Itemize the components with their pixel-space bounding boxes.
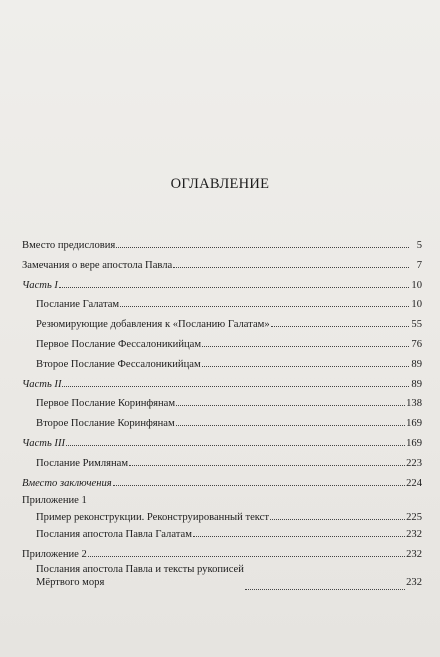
toc-entry-label: Приложение 2 (22, 548, 87, 560)
dot-leader (88, 546, 405, 557)
toc-entry-label: Вместо предисловия (22, 240, 116, 251)
dot-leader (193, 526, 405, 537)
toc-entry-page: 10 (411, 279, 422, 291)
toc-entry-label: Послание Римлянам (36, 457, 129, 469)
dot-leader (202, 356, 409, 367)
toc-entry-label: Приложение 1 (22, 495, 87, 507)
toc-entry-page: 10 (411, 299, 422, 311)
toc-entry[interactable] (22, 237, 422, 253)
toc-entry-label (36, 563, 244, 591)
toc-entry-label: Послания апостола Павла Галатам (36, 528, 192, 540)
toc-entry[interactable] (22, 546, 422, 562)
toc-entry-page: 89 (411, 358, 422, 370)
dot-leader (176, 395, 405, 406)
toc-entry[interactable] (22, 376, 422, 392)
toc-entry-label: Послание Галатам (36, 299, 120, 311)
toc-entry[interactable] (22, 415, 422, 431)
toc-entry-page: 169 (406, 418, 422, 430)
dot-leader (116, 237, 409, 248)
toc-entry[interactable] (22, 475, 422, 491)
toc-entry[interactable] (22, 296, 422, 312)
table-of-contents (22, 237, 422, 594)
toc-entry-page: 225 (406, 512, 422, 524)
dot-leader (120, 296, 409, 307)
dot-leader (173, 257, 409, 268)
toc-entry-label: Второе Послание Фессалоникийцам (36, 358, 201, 370)
toc-entry-label: Часть II (22, 378, 62, 390)
dot-leader (270, 509, 405, 520)
toc-entry[interactable] (22, 257, 422, 273)
toc-entry-label: Пример реконструкции. Реконструированный текст (36, 512, 269, 524)
toc-entry-label-line2: Мёртвого моря (36, 577, 105, 589)
toc-entry[interactable] (22, 395, 422, 411)
toc-entry-page: 5 (416, 240, 422, 251)
toc-entry[interactable] (22, 336, 422, 352)
toc-entry-page: 55 (411, 319, 422, 331)
toc-entry-label-line1: Послания апостола Павла и тексты рукописей (36, 563, 244, 575)
toc-entry[interactable] (22, 277, 422, 293)
toc-entry[interactable] (22, 356, 422, 372)
toc-entry-label: Первое Послание Фессалоникийцам (36, 338, 202, 350)
toc-entry-page: 232 (406, 528, 422, 540)
dot-leader (62, 376, 409, 387)
toc-entry-label: Первое Послание Коринфянам (36, 398, 176, 410)
toc-entry-page: 232 (406, 548, 422, 560)
toc-entry-label: Резюмирующие добавления к «Посланию Галатам» (36, 319, 270, 331)
dot-leader (176, 415, 405, 426)
toc-entry[interactable] (22, 316, 422, 332)
toc-entry-page: 89 (411, 378, 422, 390)
dot-leader (66, 435, 405, 446)
bleed-through-text (150, 22, 350, 139)
toc-entry-page: 232 (406, 577, 422, 589)
toc-entry-page: 7 (416, 259, 422, 271)
toc-entry[interactable] (22, 435, 422, 451)
toc-entry[interactable] (22, 563, 422, 591)
toc-entry[interactable] (22, 494, 422, 508)
dot-leader (129, 455, 405, 466)
dot-leader (59, 277, 409, 288)
dot-leader (202, 336, 409, 347)
toc-entry-label: Второе Послание Коринфянам (36, 418, 175, 430)
toc-entry[interactable] (22, 526, 422, 542)
toc-entry-page: 138 (406, 398, 422, 410)
toc-entry-label: Часть III (22, 437, 66, 449)
toc-entry-label: Часть I (22, 279, 58, 291)
toc-entry-page: 76 (411, 338, 422, 350)
toc-entry-label: Замечания о вере апостола Павла (22, 259, 173, 271)
toc-entry-page: 169 (406, 437, 422, 449)
dot-leader (271, 316, 409, 327)
toc-entry[interactable] (22, 455, 422, 471)
toc-entry[interactable] (22, 509, 422, 525)
toc-entry-label: Вместо заключения (22, 477, 112, 489)
toc-entry-page: 223 (406, 457, 422, 469)
toc-entry-page: 224 (406, 477, 422, 489)
toc-title: ОГЛАВЛЕНИЕ (170, 176, 270, 192)
dot-leader (245, 579, 405, 590)
dot-leader (113, 475, 405, 486)
